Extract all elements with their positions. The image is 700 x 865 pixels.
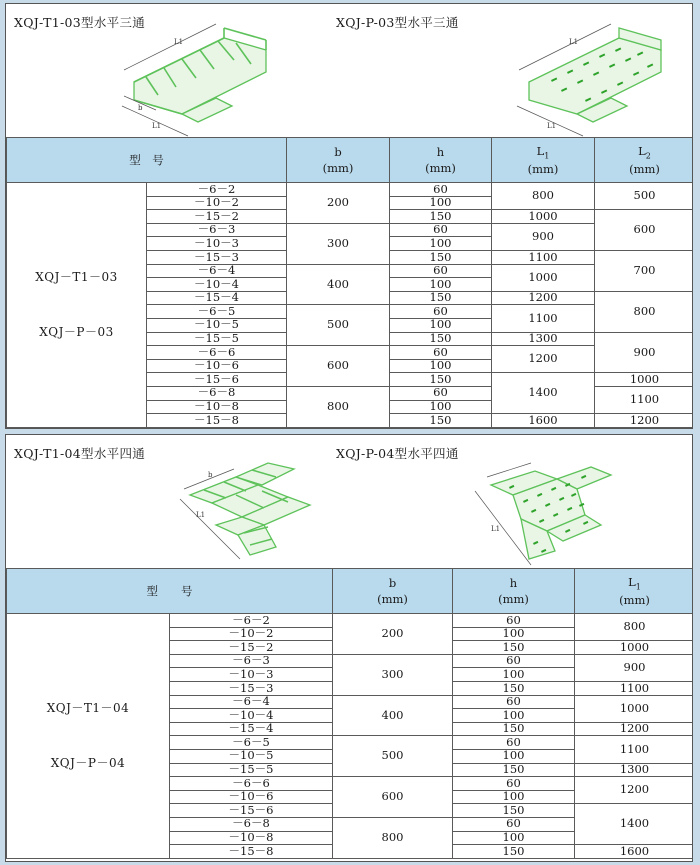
l1-cell: 800: [575, 614, 694, 641]
spec-cell: －6－3: [170, 654, 333, 668]
cross-table-header-row: [7, 569, 694, 614]
spec-cell: －10－4: [147, 278, 287, 292]
l1-cell: 1300: [575, 763, 694, 777]
cross-header-model: 型 号: [7, 569, 333, 614]
l2-cell: 1200: [595, 414, 694, 428]
b-cell: 800: [333, 817, 453, 858]
cross-header-b: b (mm): [333, 569, 453, 614]
b-cell: 300: [333, 654, 453, 695]
tee-tray-l1-label: L1: [569, 38, 579, 46]
spec-cell: －15－6: [147, 373, 287, 387]
model-name-cell: [7, 183, 147, 428]
h-cell: 150: [453, 722, 575, 736]
l2-cell: 800: [595, 291, 694, 332]
h-cell: 100: [390, 400, 492, 414]
tee-figure-area: [6, 4, 692, 137]
spec-cell: －10－2: [170, 627, 333, 641]
l1-cell: 1000: [492, 210, 595, 224]
model-name: XQJ－T1－03: [35, 270, 118, 285]
cross-spec-table: [6, 568, 693, 859]
h-cell: 60: [453, 614, 575, 628]
b-cell: 800: [287, 386, 390, 427]
h-cell: 150: [390, 210, 492, 224]
l2-cell: 600: [595, 210, 694, 251]
spec-cell: －10－5: [170, 749, 333, 763]
h-cell: 100: [390, 196, 492, 210]
l2-cell: 1000: [595, 373, 694, 387]
h-cell: 60: [453, 695, 575, 709]
h-cell: 100: [453, 831, 575, 845]
b-cell: 300: [287, 223, 390, 264]
l1-cell: 1600: [492, 414, 595, 428]
b-cell: 400: [287, 264, 390, 305]
tee-header-l2: $L_2$ (mm): [595, 138, 694, 183]
spec-cell: －15－2: [170, 641, 333, 655]
l1-cell: 1200: [492, 346, 595, 373]
spec-cell: －6－4: [147, 264, 287, 278]
spec-cell: －15－5: [170, 763, 333, 777]
tee-ladder-l1b-label: L1: [152, 122, 162, 130]
h-cell: 150: [390, 414, 492, 428]
tee-tray-title: XQJ-P-03型水平三通: [336, 15, 459, 30]
l2-cell: 500: [595, 183, 694, 210]
h-cell: 100: [453, 627, 575, 641]
tee-header-h: h (mm): [390, 138, 492, 183]
h-cell: 60: [453, 817, 575, 831]
spec-cell: －10－2: [147, 196, 287, 210]
h-cell: 100: [390, 318, 492, 332]
l2-cell: 900: [595, 332, 694, 373]
h-cell: 150: [390, 373, 492, 387]
h-cell: 100: [453, 749, 575, 763]
spec-cell: －15－4: [170, 722, 333, 736]
b-cell: 600: [333, 777, 453, 818]
h-cell: 100: [453, 709, 575, 723]
cross-ladder-l1-label: L1: [196, 511, 206, 519]
h-cell: 60: [390, 264, 492, 278]
model-name-cell: [7, 614, 170, 859]
spec-cell: －10－6: [170, 790, 333, 804]
tee-header-model: 型 号: [7, 138, 287, 183]
spec-cell: －10－5: [147, 318, 287, 332]
l1-cell: 900: [492, 223, 595, 250]
h-cell: 60: [390, 305, 492, 319]
spec-cell: －10－8: [147, 400, 287, 414]
tee-tray-drawing: [511, 10, 681, 138]
cross-ladder-title: XQJ-T1-04型水平四通: [14, 446, 146, 461]
cross-ladder-b-label: b: [208, 471, 213, 479]
model-name: XQJ－P－03: [39, 324, 114, 339]
l1-cell: 1100: [492, 305, 595, 332]
spec-cell: －15－8: [147, 414, 287, 428]
l1-cell: 1100: [492, 250, 595, 264]
b-cell: 600: [287, 346, 390, 387]
spec-cell: －6－6: [147, 346, 287, 360]
b-cell: 500: [333, 736, 453, 777]
h-cell: 150: [453, 681, 575, 695]
spec-cell: －6－6: [170, 777, 333, 791]
tee-table-header-row: [7, 138, 694, 183]
l1-cell: 1000: [492, 264, 595, 291]
l1-cell: 1000: [575, 695, 694, 722]
l1-cell: 1400: [492, 373, 595, 414]
spec-cell: －10－8: [170, 831, 333, 845]
l2-cell: 700: [595, 250, 694, 291]
h-cell: 150: [453, 804, 575, 818]
spec-cell: －10－3: [170, 668, 333, 682]
cross-tray-drawing: [461, 455, 631, 568]
l2-cell: 1100: [595, 386, 694, 413]
table-row: [7, 614, 694, 628]
cross-figure-area: [6, 435, 692, 568]
h-cell: 60: [453, 736, 575, 750]
h-cell: 100: [453, 790, 575, 804]
model-name: XQJ－T1－04: [46, 701, 130, 716]
spec-cell: －10－4: [170, 709, 333, 723]
l1-cell: 1200: [575, 722, 694, 736]
h-cell: 100: [390, 278, 492, 292]
h-cell: 60: [453, 654, 575, 668]
tee-header-l1: $L_1$ (mm): [492, 138, 595, 183]
l1-cell: 1300: [492, 332, 595, 346]
spec-cell: －6－4: [170, 695, 333, 709]
h-cell: 150: [390, 332, 492, 346]
l1-cell: 1600: [575, 845, 694, 859]
cross-tray-l1-label: L1: [491, 525, 501, 533]
h-cell: 150: [390, 250, 492, 264]
model-name: XQJ－P－04: [50, 755, 126, 770]
tee-header-b: b (mm): [287, 138, 390, 183]
tee-ladder-drawing: [116, 10, 286, 138]
spec-cell: －6－5: [170, 736, 333, 750]
cross-section: [5, 434, 693, 862]
h-cell: 60: [390, 183, 492, 197]
spec-cell: －6－8: [170, 817, 333, 831]
h-cell: 60: [390, 386, 492, 400]
spec-cell: －10－3: [147, 237, 287, 251]
table-row: [7, 183, 694, 197]
h-cell: 100: [390, 359, 492, 373]
spec-cell: －6－3: [147, 223, 287, 237]
spec-cell: －15－3: [147, 250, 287, 264]
h-cell: 150: [453, 845, 575, 859]
h-cell: 150: [390, 291, 492, 305]
l1-cell: 1200: [492, 291, 595, 305]
b-cell: 500: [287, 305, 390, 346]
l1-cell: 1100: [575, 736, 694, 763]
h-cell: 60: [453, 777, 575, 791]
spec-cell: －15－2: [147, 210, 287, 224]
l1-cell: 1400: [575, 804, 694, 845]
h-cell: 60: [390, 346, 492, 360]
h-cell: 60: [390, 223, 492, 237]
b-cell: 200: [333, 614, 453, 655]
spec-cell: －15－5: [147, 332, 287, 346]
cross-ladder-drawing: [176, 455, 326, 568]
spec-cell: －6－5: [147, 305, 287, 319]
b-cell: 400: [333, 695, 453, 736]
l1-cell: 1000: [575, 641, 694, 655]
l1-cell: 800: [492, 183, 595, 210]
tee-ladder-title: XQJ-T1-03型水平三通: [14, 15, 146, 30]
spec-cell: －15－3: [170, 681, 333, 695]
tee-ladder-b-label: b: [138, 104, 143, 112]
h-cell: 150: [453, 641, 575, 655]
l1-cell: 900: [575, 654, 694, 681]
tee-tray-l1b-label: L1: [547, 122, 557, 130]
b-cell: 200: [287, 183, 390, 224]
spec-cell: －6－8: [147, 386, 287, 400]
spec-cell: －15－6: [170, 804, 333, 818]
cross-tray-title: XQJ-P-04型水平四通: [336, 446, 459, 461]
spec-cell: －15－8: [170, 845, 333, 859]
h-cell: 150: [453, 763, 575, 777]
l1-cell: 1100: [575, 681, 694, 695]
spec-cell: －10－6: [147, 359, 287, 373]
tee-ladder-l1-label: L1: [174, 38, 184, 46]
tee-spec-table: [6, 137, 693, 428]
cross-header-h: h (mm): [453, 569, 575, 614]
h-cell: 100: [453, 668, 575, 682]
tee-section: [5, 3, 693, 429]
spec-cell: －15－4: [147, 291, 287, 305]
spec-cell: －6－2: [170, 614, 333, 628]
h-cell: 100: [390, 237, 492, 251]
spec-cell: －6－2: [147, 183, 287, 197]
l1-cell: 1200: [575, 777, 694, 804]
cross-header-l1: $L_1$ (mm): [575, 569, 694, 614]
